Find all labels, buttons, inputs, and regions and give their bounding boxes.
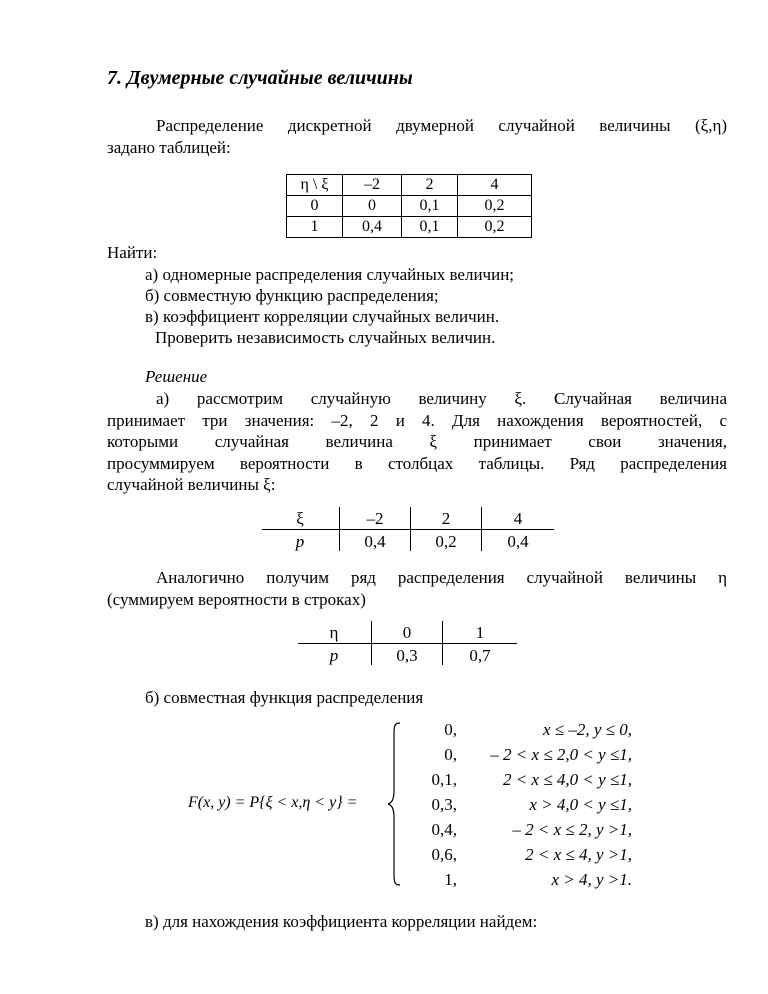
table-cell: 4 — [458, 175, 532, 196]
solution-a-line-2: принимает три значения: –2, 2 и 4. Для нахождения вероятностей, с — [107, 411, 727, 430]
cdf-case-value: 0,3, — [431, 795, 457, 814]
xi-value: 2 — [441, 509, 451, 528]
table-cell: 0,4 — [343, 217, 402, 238]
solution-b-line: б) совместная функция распределения — [145, 688, 424, 707]
table-cell: 0,2 — [458, 217, 532, 238]
eta-para-line-2: (суммируем вероятности в строках) — [107, 590, 366, 609]
cdf-case-value: 0,6, — [431, 845, 457, 864]
table-rule — [262, 529, 554, 530]
tasks-heading: Найти: — [107, 243, 158, 262]
cdf-case-condition: 2 < x ≤ 4,0 < y ≤1, — [503, 770, 632, 789]
table-cell: –2 — [343, 175, 402, 196]
xi-prob: 0,4 — [364, 532, 386, 551]
cdf-case-value: 0,4, — [431, 820, 457, 839]
cdf-case-value: 1, — [444, 870, 457, 889]
task-item: а) одномерные распределения случайных величин; — [145, 265, 515, 284]
xi-value: 4 — [513, 509, 523, 528]
cdf-case-condition: – 2 < x ≤ 2,0 < y ≤1, — [490, 745, 632, 764]
cdf-case-condition: 2 < x ≤ 4, y >1, — [525, 845, 632, 864]
cdf-lhs: F(x, y) = P{ξ < x,η < y} = — [188, 794, 358, 811]
intro-line-1: Распределение дискретной двумерной случайной величины (ξ,η) — [156, 116, 727, 135]
solution-a-line-3: которыми случайная величина ξ принимает свои значения, — [107, 432, 727, 451]
eta-value: 1 — [475, 623, 485, 642]
cdf-case-condition: x > 4, y >1. — [551, 870, 632, 889]
eta-value: 0 — [402, 623, 412, 642]
solution-a-line-1: а) рассмотрим случайную величину ξ. Случайная величина — [156, 389, 727, 408]
table-row — [287, 196, 532, 217]
p-label: p — [329, 646, 339, 665]
section-title: 7. Двумерные случайные величины — [107, 67, 413, 89]
solution-a-line-5: случайной величины ξ: — [107, 475, 276, 494]
solution-c-line: в) для нахождения коэффициента корреляции найдем: — [145, 912, 538, 931]
task-check: Проверить независимость случайных величин. — [155, 328, 496, 347]
table-cell: η \ ξ — [287, 175, 343, 196]
table-cell: 0,1 — [402, 196, 458, 217]
table-rule — [481, 507, 482, 551]
xi-label: ξ — [296, 509, 304, 528]
table-cell: 0,1 — [402, 217, 458, 238]
table-row — [287, 217, 532, 238]
p-label: p — [295, 532, 305, 551]
eta-para-line-1: Аналогично получим ряд распределения случайной величины η — [156, 568, 727, 587]
task-item: б) совместную функцию распределения; — [145, 286, 439, 305]
task-item: в) коэффициент корреляции случайных величин. — [145, 307, 500, 326]
solution-heading: Решение — [145, 367, 208, 386]
table-rule — [339, 507, 340, 551]
eta-prob: 0,3 — [396, 646, 418, 665]
joint-distribution-table — [286, 174, 532, 238]
xi-prob: 0,2 — [435, 532, 457, 551]
table-cell: 0,2 — [458, 196, 532, 217]
table-rule — [442, 621, 443, 665]
eta-prob: 0,7 — [469, 646, 491, 665]
table-cell: 0 — [343, 196, 402, 217]
table-cell: 2 — [402, 175, 458, 196]
cdf-case-condition: – 2 < x ≤ 2, y >1, — [512, 820, 632, 839]
cdf-case-condition: x ≤ –2, y ≤ 0, — [542, 720, 632, 739]
table-rule — [371, 621, 372, 665]
xi-value: –2 — [366, 509, 384, 528]
cdf-case-condition: x > 4,0 < y ≤1, — [529, 795, 632, 814]
intro-line-2: задано таблицей: — [107, 138, 231, 157]
table-cell: 1 — [287, 217, 343, 238]
xi-prob: 0,4 — [507, 532, 529, 551]
cdf-case-value: 0,1, — [431, 770, 457, 789]
cdf-case-value: 0, — [444, 720, 457, 739]
solution-a-line-4: просуммируем вероятности в столбцах таблицы. Ряд распределения — [107, 454, 727, 473]
table-cell: 0 — [287, 196, 343, 217]
table-header-row — [287, 175, 532, 196]
eta-label: η — [329, 623, 339, 642]
table-rule — [410, 507, 411, 551]
cdf-case-value: 0, — [444, 745, 457, 764]
left-brace-icon — [386, 721, 404, 887]
table-rule — [298, 643, 517, 644]
